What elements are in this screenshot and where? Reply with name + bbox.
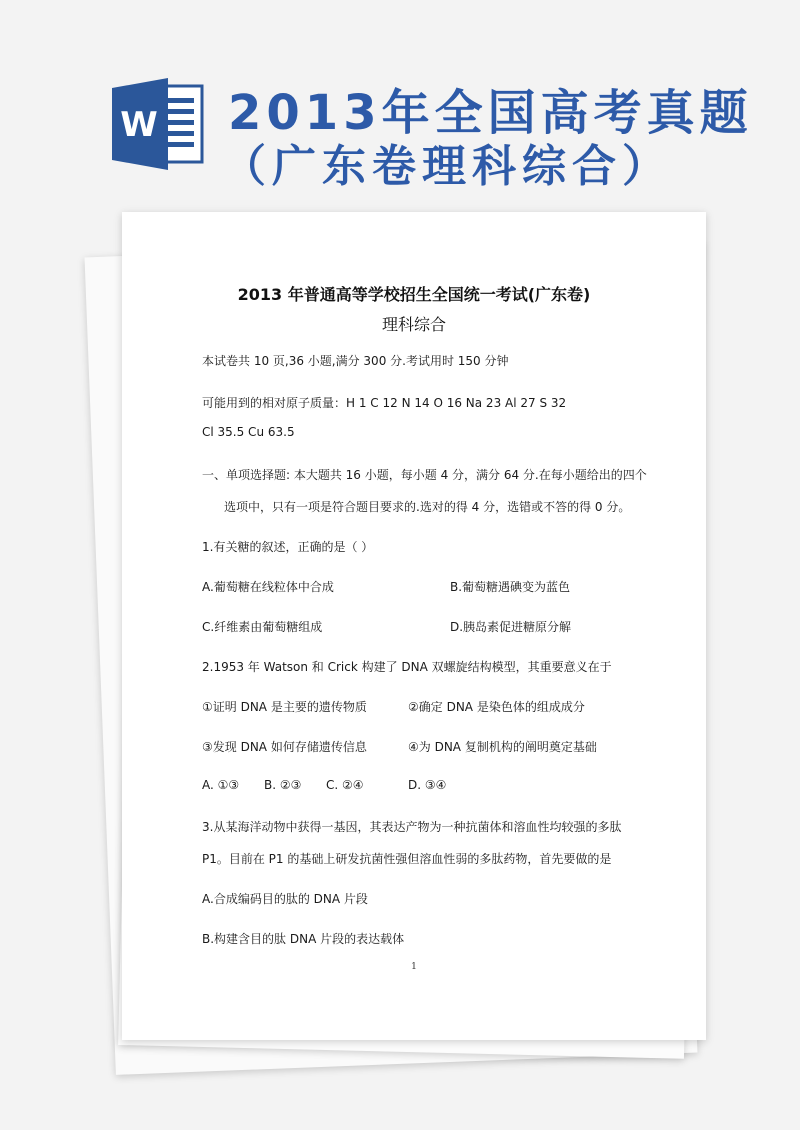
document-page (122, 212, 706, 1040)
q1-option-b: B.葡萄糖遇碘变为蓝色 (450, 580, 571, 594)
word-app-icon (108, 74, 208, 174)
section1-instructions-line2: 选项中，只有一项是符合题目要求的.选对的得 4 分，选错或不答的得 0 分。 (224, 500, 631, 514)
document-subtitle: 理科综合 (381, 315, 446, 334)
atomic-masses-line1: 可能用到的相对原子质量：H 1 C 12 N 14 O 16 Na 23 Al 27 S 32 (202, 396, 567, 410)
q3-stem-line1: 3.从某海洋动物中获得一基因，其表达产物为一种抗菌体和溶血性均较强的多肽 (202, 820, 622, 834)
section1-instructions-line1: 一、单项选择题: 本大题共 16 小题，每小题 4 分，满分 64 分.在每小题给出的四个 (202, 468, 647, 482)
banner-title-line2: （广东卷理科综合） (222, 141, 672, 192)
q1-option-c: C.纤维素由葡萄糖组成 (202, 620, 323, 634)
q3-option-a: A.合成编码目的肽的 DNA 片段 (202, 892, 368, 906)
page-number: 1 (411, 962, 417, 972)
q1-option-a: A.葡萄糖在线粒体中合成 (202, 580, 334, 594)
word-logo-letter: W (120, 105, 158, 145)
q2-statement-2: ②确定 DNA 是染色体的组成成分 (408, 700, 585, 714)
exam-intro: 本试卷共 10 页,36 小题,满分 300 分.考试用时 150 分钟 (202, 354, 509, 368)
q1-option-d: D.胰岛素促进糖原分解 (450, 620, 572, 634)
q2-statement-3: ③发现 DNA 如何存储遗传信息 (202, 740, 367, 754)
q2-stem: 2.1953 年 Watson 和 Crick 构建了 DNA 双螺旋结构模型，其重要意义在于 (202, 660, 612, 674)
q2-choice-c: C. ②④ (326, 778, 364, 792)
q3-option-b: B.构建含目的肽 DNA 片段的表达载体 (202, 932, 405, 946)
q2-statement-1: ①证明 DNA 是主要的遗传物质 (202, 700, 367, 714)
banner-title-line1: 2013年全国高考真题 (228, 85, 753, 141)
q3-stem-line2: P1。目前在 P1 的基础上研发抗菌性强但溶血性弱的多肽药物，首先要做的是 (202, 852, 612, 866)
q2-choice-d: D. ③④ (408, 778, 447, 792)
atomic-masses-line2: Cl 35.5 Cu 63.5 (202, 425, 295, 439)
document-title: 2013 年普通高等学校招生全国统一考试(广东卷) (237, 285, 591, 304)
q1-stem: 1.有关糖的叙述，正确的是（ ） (202, 540, 374, 554)
q2-statement-4: ④为 DNA 复制机构的阐明奠定基础 (408, 740, 597, 754)
q2-choice-b: B. ②③ (264, 778, 302, 792)
q2-choice-a: A. ①③ (202, 778, 240, 792)
